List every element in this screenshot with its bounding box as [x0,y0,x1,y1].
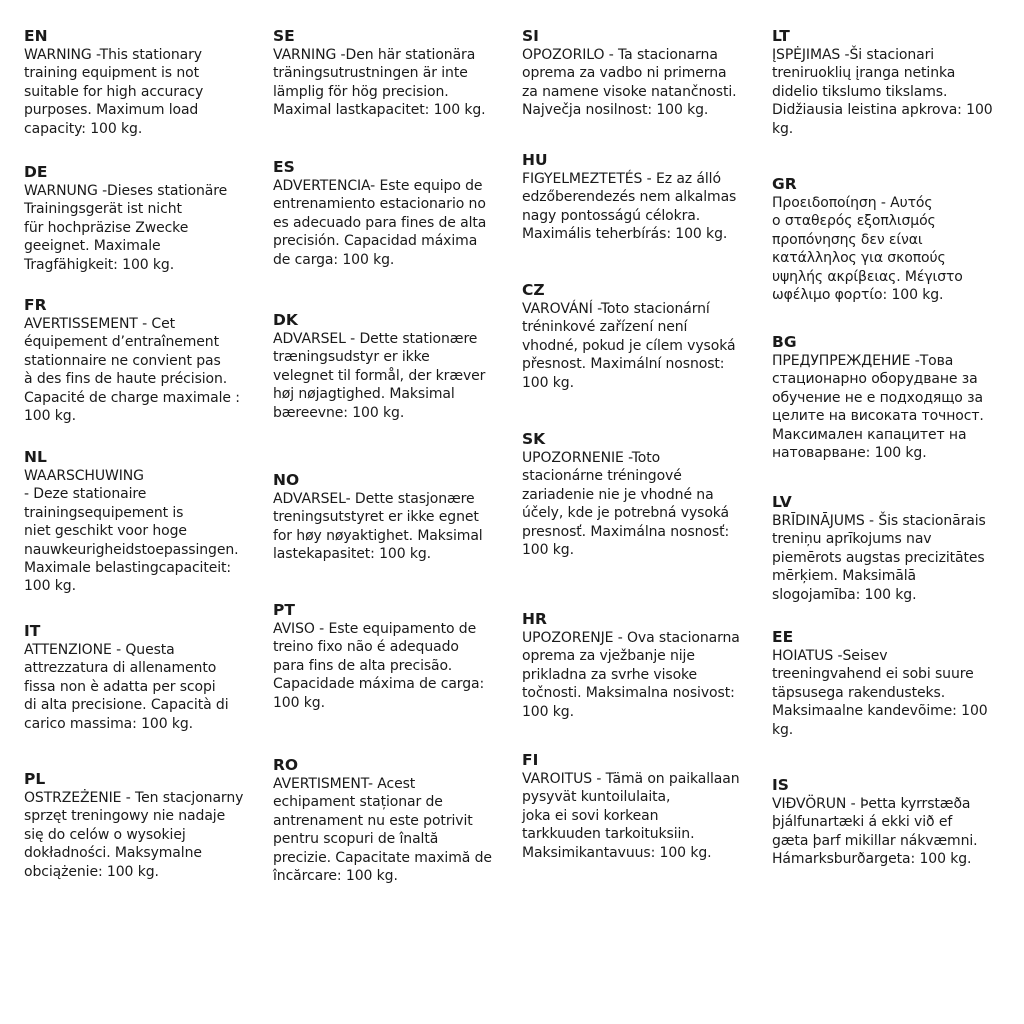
warning-text: WARNING -This stationary training equipment is not suitable for high accuracy purposes. Maximum load capacity: 100 kg. [24,47,204,137]
language-code: LT [772,27,790,45]
warning-block-pl [24,769,268,881]
warning-block-cz [522,280,766,392]
language-code: IT [24,622,41,640]
warning-block-es [273,157,517,269]
warning-text: ПРЕДУПРЕЖДЕНИЕ -Това стационарно оборудване за обучение не е подходящо за целите на високата точност. Максимален капацитет на натоварване: 100 kg. [772,353,984,462]
language-code: HU [522,151,548,169]
warning-text: VAROITUS - Tämä on paikallaan pysyvät kuntoilulaita, joka ei sovi korkean tarkkuuden tarkoituksiin. Maksimikantavuus: 100 kg. [522,771,740,861]
warning-text: OPOZORILO - Ta stacionarna oprema za vadbo ni primerna za namene visoke natančnosti. Največja nosilnost: 100 kg. [522,47,737,119]
warning-block-en [24,26,268,138]
language-code: HR [522,610,547,628]
warning-block-bg [772,332,1016,462]
language-code: FI [522,751,539,769]
language-code: LV [772,493,792,511]
warning-text: AVERTISSEMENT - Cet équipement d’entraînement stationnaire ne convient pas à des fins de haute précision. Capacité de charge maximale : 100 kg. [24,316,240,425]
language-code: NL [24,448,47,466]
language-code: RO [273,756,299,774]
warning-block-sk [522,429,766,559]
language-code: EE [772,628,794,646]
language-code: FR [24,296,47,314]
warning-text: UPOZORENJE - Ova stacionarna oprema za vježbanje nije prikladna za svrhe visoke točnosti. Maksimalna nosivost: 100 kg. [522,630,740,720]
warning-block-pt [273,600,517,712]
language-code: PT [273,601,295,619]
warning-text: AVISO - Este equipamento de treino fixo não é adequado para fins de alta precisão. Capacidade máxima de carga: 100 kg. [273,621,485,711]
language-code: NO [273,471,300,489]
warning-block-no [273,470,517,564]
warning-text: BRĪDINĀJUMS - Šis stacionārais treniņu aprīkojums nav piemērots augstas precizitātes mērķiem. Maksimālā slogojamība: 100 kg. [772,513,986,603]
warning-block-ee [772,627,1016,739]
language-code: DK [273,311,298,329]
warning-text: OSTRZEŻENIE - Ten stacjonarny sprzęt treningowy nie nadaje się do celów o wysokiej dokładności. Maksymalne obciążenie: 100 kg. [24,790,244,880]
warning-block-de [24,162,268,274]
warning-block-lv [772,492,1016,604]
warning-block-gr [772,174,1016,304]
warning-block-ro [273,755,517,885]
warning-text: FIGYELMEZTETÉS - Ez az álló edzőberendezés nem alkalmas nagy pontosságú célokra. Maximális teherbírás: 100 kg. [522,171,737,243]
language-code: SE [273,27,295,45]
warning-text: Προειδοποίηση - Αυτός ο σταθερός εξοπλισμός προπόνησης δεν είναι κατάλληλος για σκοπούς υψηλής ακρίβειας. Μέγιστο ωφέλιμο φορτίο: 100 kg. [772,195,963,304]
warning-block-hr [522,609,766,721]
warning-text: HOIATUS -Seisev treeningvahend ei sobi suure täpsusega rakendusteks. Maksimaalne kandevõime: 100 kg. [772,648,988,738]
warning-text: VARNING -Den här stationära träningsutrustningen är inte lämplig för hög precision. Maximal lastkapacitet: 100 kg. [273,47,486,119]
language-code: DE [24,163,48,181]
warning-block-it [24,621,268,733]
language-code: PL [24,770,46,788]
warning-text: WARNUNG -Dieses stationäre Trainingsgerät ist nicht für hochpräzise Zwecke geeignet. Maximale Tragfähigkeit: 100 kg. [24,183,228,273]
warning-block-fr [24,295,268,425]
warning-block-nl [24,447,268,596]
language-code: IS [772,776,789,794]
warning-text: UPOZORNENIE -Toto stacionárne tréningové zariadenie nie je vhodné na účely, kde je potrebná vysoká presnosť. Maximálna nosnosť: 100 kg. [522,450,730,559]
warning-text: VIÐVÖRUN - Þetta kyrrstæða þjálfunartæki á ekki við ef gæta þarf mikillar nákvæmni. Hámarksburðargeta: 100 kg. [772,796,978,868]
warning-block-lt [772,26,1016,138]
language-code: CZ [522,281,545,299]
warning-text: ATTENZIONE - Questa attrezzatura di allenamento fissa non è adatta per scopi di alta precisione. Capacità di carico massima: 100 kg. [24,642,229,732]
warning-block-fi [522,750,766,862]
warning-block-is [772,775,1016,869]
language-code: BG [772,333,797,351]
warning-block-hu [522,150,766,244]
language-code: ES [273,158,295,176]
warning-text: ĮSPĖJIMAS -Ši stacionari treniruoklių įranga netinka didelio tikslumo tikslams. Didžiausia leistina apkrova: 100 kg. [772,47,993,137]
warning-text: ADVARSEL- Dette stasjonære treningsutstyret er ikke egnet for høy nøyaktighet. Maksimal lastekapasitet: 100 kg. [273,491,483,563]
warning-text: ADVERTENCIA- Este equipo de entrenamiento estacionario no es adecuado para fines de alta precisión. Capacidad máxima de carga: 100 kg. [273,178,487,268]
warning-text: ADVARSEL - Dette stationære træningsudstyr er ikke velegnet til formål, der kræver høj nøjagtighed. Maksimal bæreevne: 100 kg. [273,331,486,421]
language-code: GR [772,175,797,193]
warning-text: AVERTISMENT- Acest echipament staționar de antrenament nu este potrivit pentru scopuri de înaltă precizie. Capacitate maximă de încărcare: 100 kg. [273,776,492,885]
language-code: EN [24,27,48,45]
warning-block-dk [273,310,517,422]
warning-text: WAARSCHUWING - Deze stationaire trainingsequipement is niet geschikt voor hoge nauwkeurigheidstoepassingen. Maximale belastingcapaciteit: 100 kg. [24,468,239,595]
language-code: SK [522,430,546,448]
language-code: SI [522,27,539,45]
warning-block-si [522,26,766,120]
warning-text: VAROVÁNÍ -Toto stacionární tréninkové zařízení není vhodné, pokud je cílem vysoká přesnost. Maximální nosnost: 100 kg. [522,301,736,391]
warning-block-se [273,26,517,120]
